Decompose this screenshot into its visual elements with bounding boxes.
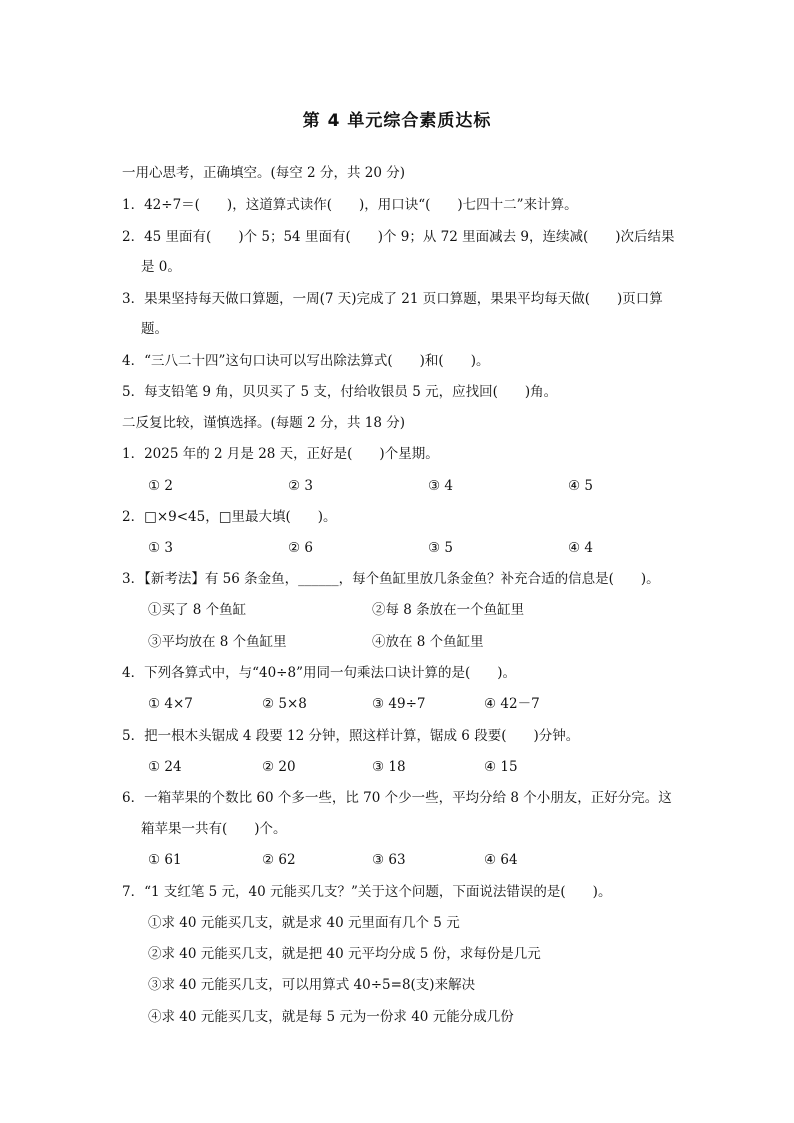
s2-question-5: 5．把一根木头锯成 4 段要 12 分钟，照这样计算，锯成 6 段要( )分钟。	[122, 728, 580, 744]
s2-q6-option-3: ③ 63	[372, 852, 406, 868]
s2-q4-option-4: ④ 42－7	[484, 696, 540, 712]
s2-q4-option-1: ① 4×7	[148, 696, 193, 712]
s2-question-7: 7．“1 支红笔 5 元，40 元能买几支？”关于这个问题，下面说法错误的是( )。	[122, 884, 612, 900]
s2-q6-option-2: ② 62	[262, 852, 296, 868]
s2-q2-option-1: ① 3	[148, 540, 173, 556]
s2-q3-option-4: ④放在 8 个鱼缸里	[372, 634, 484, 650]
s2-q4-option-2: ② 5×8	[262, 696, 307, 712]
s2-question-6-line1: 6．一箱苹果的个数比 60 个多一些，比 70 个少一些，平均分给 8 个小朋友，正好分完。这	[122, 790, 672, 806]
section1-heading: 一用心思考，正确填空。(每空 2 分，共 20 分)	[122, 165, 405, 181]
s1-question-4: 4．“三八二十四”这句口诀可以写出除法算式( )和( )。	[122, 353, 490, 369]
s2-q5-option-1: ① 24	[148, 759, 182, 775]
s2-q7-option-2: ②求 40 元能买几支，就是把 40 元平均分成 5 份，求每份是几元	[148, 946, 541, 962]
s2-q5-option-2: ② 20	[262, 759, 296, 775]
s2-question-2: 2．□×9<45，□里最大填( )。	[122, 509, 337, 525]
s2-q3-option-3: ③平均放在 8 个鱼缸里	[148, 634, 287, 650]
s2-q2-option-3: ③ 5	[428, 540, 453, 556]
s2-q7-option-3: ③求 40 元能买几支，可以用算式 40÷5=8(支)来解决	[148, 977, 476, 993]
s2-q2-option-4: ④ 4	[568, 540, 593, 556]
s2-question-3: 3．【新考法】有 56 条金鱼，______，每个鱼缸里放几条金鱼？补充合适的信息是( )。	[122, 571, 660, 587]
s2-q7-option-4: ④求 40 元能买几支，就是每 5 元为一份求 40 元能分成几份	[148, 1009, 514, 1025]
s2-question-1: 1．2025 年的 2 月是 28 天，正好是( )个星期。	[122, 446, 439, 462]
s2-q2-option-2: ② 6	[288, 540, 313, 556]
s1-question-2-line1: 2．45 里面有( )个 5；54 里面有( )个 9；从 72 里面减去 9，连续减( )次后结果	[122, 229, 675, 245]
s2-q1-option-3: ③ 4	[428, 478, 453, 494]
section2-heading: 二反复比较，谨慎选择。(每题 2 分，共 18 分)	[122, 415, 405, 431]
s2-q7-option-1: ①求 40 元能买几支，就是求 40 元里面有几个 5 元	[148, 915, 460, 931]
s2-q6-option-1: ① 61	[148, 852, 182, 868]
s2-q5-option-3: ③ 18	[372, 759, 406, 775]
s2-q1-option-1: ① 2	[148, 478, 173, 494]
s2-q3-option-2: ②每 8 条放在一个鱼缸里	[372, 602, 525, 618]
s2-question-6-line2: 箱苹果一共有( )个。	[141, 821, 287, 837]
s2-q1-option-4: ④ 5	[568, 478, 593, 494]
s1-question-3-line1: 3．果果坚持每天做口算题，一周(7 天)完成了 21 页口算题，果果平均每天做( )页口算	[122, 291, 663, 307]
s2-q3-option-1: ①买了 8 个鱼缸	[148, 602, 247, 618]
s1-question-2-line2: 是 0。	[141, 259, 181, 275]
s2-q5-option-4: ④ 15	[484, 759, 518, 775]
page-title: 第 4 单元综合素质达标	[302, 111, 492, 131]
s1-question-3-line2: 题。	[141, 321, 168, 337]
s2-q6-option-4: ④ 64	[484, 852, 518, 868]
s2-q1-option-2: ② 3	[288, 478, 313, 494]
s1-question-5: 5．每支铅笔 9 角，贝贝买了 5 支，付给收银员 5 元，应找回( )角。	[122, 384, 558, 400]
s1-question-1: 1．42÷7＝( )，这道算式读作( )，用口诀“( )七四十二”来计算。	[122, 197, 578, 213]
s2-question-4: 4．下列各算式中，与“40÷8”用同一句乘法口诀计算的是( )。	[122, 665, 517, 681]
s2-q4-option-3: ③ 49÷7	[372, 696, 426, 712]
